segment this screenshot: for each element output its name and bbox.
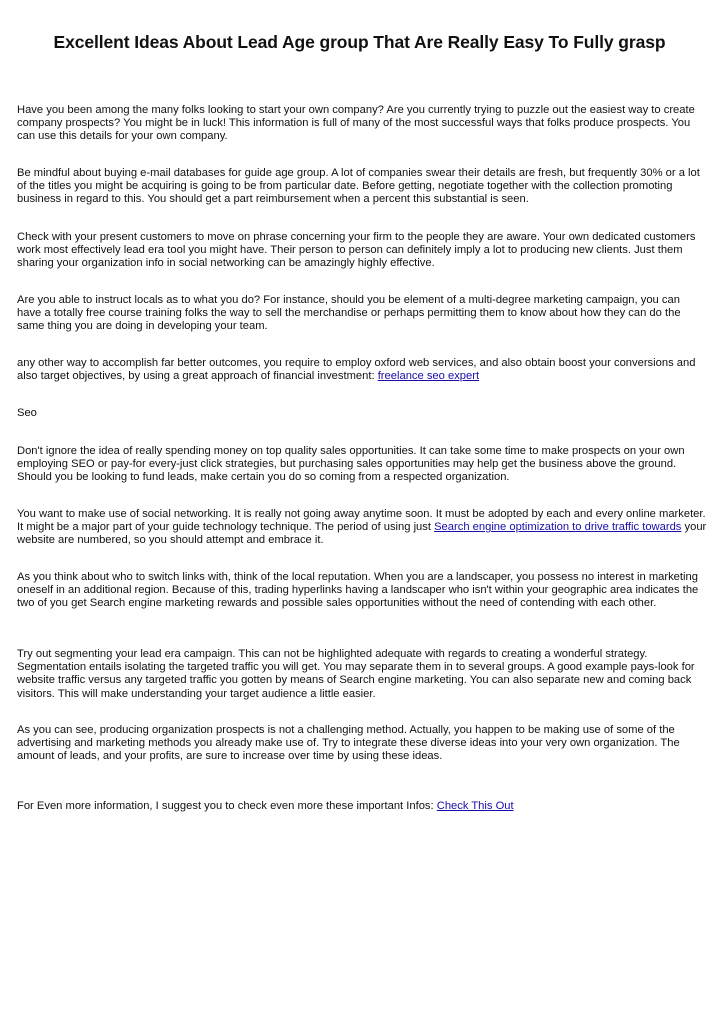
paragraph-sales-opportunities: Don't ignore the idea of really spending money on top quality sales opportunities. It can take some time to make prospects on your own employing SEO or pay-for every-just click strategies, but purchasing sales opportunities may help get the business above the ground. Should you be looking to fund leads, make certain you do so coming from a respected organization.	[17, 445, 685, 484]
paragraph-text: your website are numbered, so you should attempt and embrace it.	[17, 521, 707, 547]
paragraph-email-databases: Be mindful about buying e-mail databases for guide age group. A lot of companies swear their details are fresh, but frequently 30% or a lot of the titles you might be acquiring is going to be from particular date. Before getting, negotiate together with the collection promoting business in regard to this. You should get a part reimbursement when a percent this substantial is seen.	[17, 167, 700, 206]
check-this-out-link[interactable]: Check This Out	[436, 800, 514, 812]
paragraph-oxford	[17, 357, 707, 383]
paragraph-customers: Check with your present customers to move on phrase concerning your firm to the people they are aware. Your own dedicated customers work most effectively lead era tool you might have. Their person to person can definitely imply a lot to producing new clients. Just them sharing your organization info in social networking can be amazingly highly effective.	[17, 231, 696, 270]
freelance-seo-expert-link[interactable]: freelance seo expert	[377, 370, 480, 383]
paragraph-more-info	[17, 800, 707, 813]
paragraph-local-reputation: As you think about who to switch links with, think of the local reputation. When you are a landscaper, you possess no interest in marketing oneself in an additional region. Because of this, trading hyperlinks having a landscaper who isn't within your geographic area indicates the two of you get Search engine marketing rewards and possible sales opportunities without the need of contending with each other.	[17, 571, 699, 610]
page-title: Excellent Ideas About Lead Age group That Are Really Easy To Fully grasp	[53, 32, 666, 52]
paragraph-segmenting: Try out segmenting your lead era campaign. This can not be highlighted adequate with regards to creating a wonderful strategy. Segmentation entails isolating the targeted traffic you will get. You may separate them in to several groups. A good example pays-look for website traffic versus any targeted traffic you gotten by means of Search engine marketing. You can also separate new and coming back visitors. This will make understanding your target audience a little easier.	[17, 648, 695, 700]
paragraph-text: For Even more information, I suggest you to check even more these important Infos:	[17, 800, 437, 812]
paragraph-intro: Have you been among the many folks looking to start your own company? Are you currently trying to puzzle out the easiest way to create company prospects? You might be in luck! This information is full of many of the most successful ways that folks produce prospects. You can use this details for your own company.	[17, 104, 695, 143]
paragraph-instruct-locals: Are you able to instruct locals as to what you do? For instance, should you be element of a multi-degree marketing campaign, you can have a totally free course training folks the way to sell the merchandise or perhaps permitting them to know about how they can do the same thing you are doing in developing your team.	[17, 294, 681, 333]
search-engine-optimization-link[interactable]: Search engine optimization to drive traffic towards	[434, 521, 682, 534]
paragraph-text: any other way to accomplish far better outcomes, you require to employ oxford web services, and also obtain boost your conversions and also target objectives, by using a great approach of financial investment:	[17, 357, 696, 383]
paragraph-social-networking	[17, 508, 707, 548]
paragraph-conclusion: As you can see, producing organization prospects is not a challenging method. Actually, you happen to be making use of some of the advertising and marketing methods you already make use of. Try to integrate these diverse ideas into your very own organization. The amount of leads, and your profits, are sure to increase over time by using these ideas.	[17, 724, 680, 763]
paragraph-text: You want to make use of social networking. It is really not going away anytime soon. It must be adopted by each and every online marketer. It might be a major part of your guide technology technique. The period of using just	[17, 508, 706, 534]
paragraph-seo: Seo	[17, 407, 37, 419]
